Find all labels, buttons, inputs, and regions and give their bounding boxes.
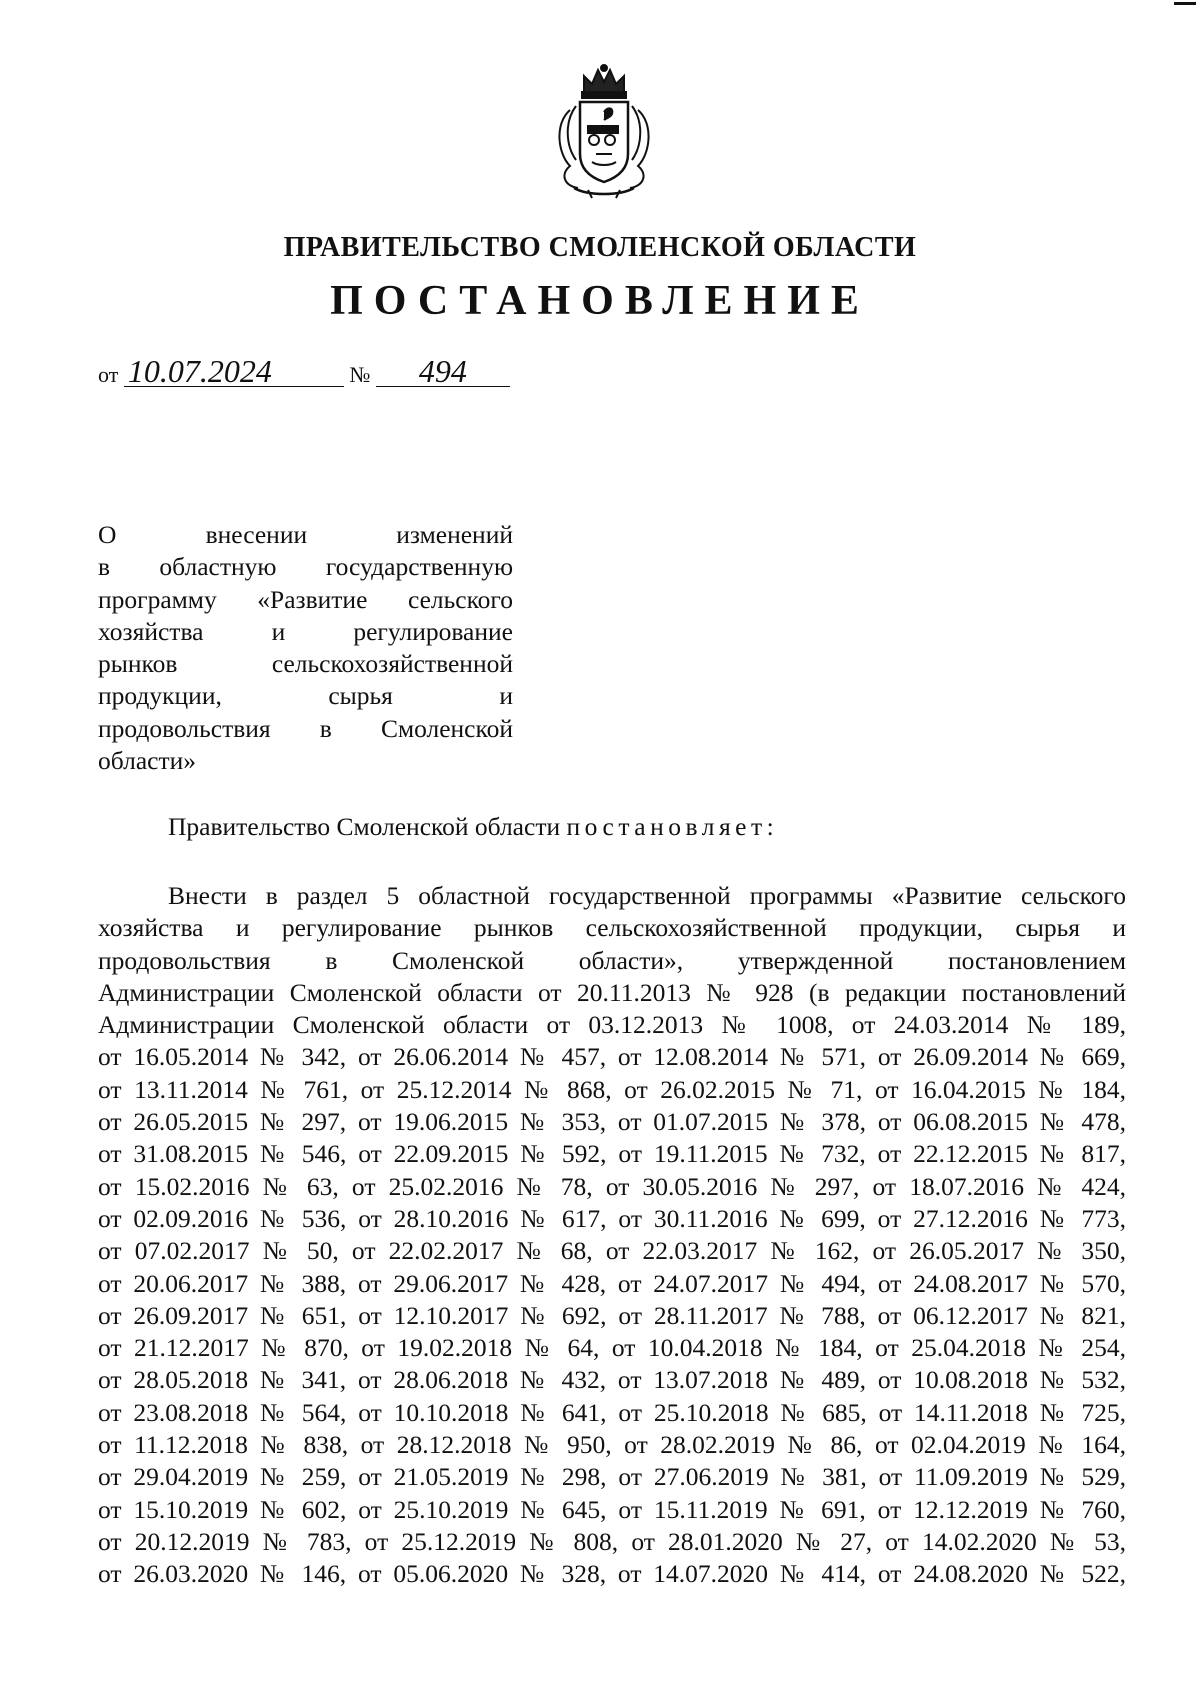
subject-line: продукции, сырья и (98, 681, 513, 711)
body-line: от 07.02.2017 № 50, от 22.02.2017 № 68, от 22.03.2017 № 162, от 26.05.2017 № 350, (98, 1236, 1126, 1266)
body-line: от 26.09.2017 № 651, от 12.10.2017 № 692, от 28.11.2017 № 788, от 06.12.2017 № 821, (98, 1300, 1126, 1330)
body-line: от 28.05.2018 № 341, от 28.06.2018 № 432, от 13.07.2018 № 489, от 10.08.2018 № 532, (98, 1365, 1126, 1395)
subject-line: продовольствия в Смоленской (98, 713, 513, 743)
subject-line: программу «Развитие сельского (98, 584, 513, 614)
organization-title: ПРАВИТЕЛЬСТВО СМОЛЕНСКОЙ ОБЛАСТИ (283, 232, 917, 263)
body-line: от 02.09.2016 № 536, от 28.10.2016 № 617, от 30.11.2016 № 699, от 27.12.2016 № 773, (98, 1203, 1126, 1233)
scan-artifact (1174, 2, 1196, 5)
date-prefix: от (98, 362, 119, 387)
body-line: Внести в раздел 5 областной государственной программы «Развитие сельского (168, 881, 1126, 910)
handwritten-date: 10.07.2024 (124, 356, 344, 387)
subject-line: рынков сельскохозяйственной (98, 649, 513, 679)
resolution-body (98, 880, 1126, 1591)
body-line: от 26.05.2015 № 297, от 19.06.2015 № 353, от 01.07.2015 № 378, от 06.08.2015 № 478, (98, 1107, 1126, 1137)
preamble-verb: постановляет: (566, 812, 779, 841)
body-line: от 13.11.2014 № 761, от 25.12.2014 № 868, от 26.02.2015 № 71, от 16.04.2015 № 184, (98, 1074, 1126, 1104)
subject-line: О внесении изменений (98, 520, 513, 549)
body-line: от 20.12.2019 № 783, от 25.12.2019 № 808, от 28.01.2020 № 27, от 14.02.2020 № 53, (98, 1526, 1126, 1556)
body-line: Администрации Смоленской области от 20.11.2013 № 928 (в редакции постановлений (98, 977, 1126, 1007)
body-line: от 15.02.2016 № 63, от 25.02.2016 № 78, от 30.05.2016 № 297, от 18.07.2016 № 424, (98, 1171, 1126, 1201)
subject-line: области» (98, 746, 196, 776)
body-line: от 21.12.2017 № 870, от 19.02.2018 № 64, от 10.04.2018 № 184, от 25.04.2018 № 254, (98, 1333, 1126, 1363)
body-line: от 15.10.2019 № 602, от 25.10.2019 № 645, от 15.11.2019 № 691, от 12.12.2019 № 760, (98, 1494, 1126, 1524)
body-line: от 31.08.2015 № 546, от 22.09.2015 № 592, от 19.11.2015 № 732, от 22.12.2015 № 817, (98, 1139, 1126, 1169)
coat-of-arms-emblem (548, 62, 660, 202)
body-line: от 20.06.2017 № 388, от 29.06.2017 № 428, от 24.07.2017 № 494, от 24.08.2017 № 570, (98, 1268, 1126, 1298)
preamble-subject: Правительство Смоленской области (168, 812, 561, 841)
handwritten-number: 494 (376, 356, 510, 387)
body-line: от 11.12.2018 № 838, от 28.12.2018 № 950, от 28.02.2019 № 86, от 02.04.2019 № 164, (98, 1430, 1126, 1460)
body-line: от 23.08.2018 № 564, от 10.10.2018 № 641, от 25.10.2018 № 685, от 14.11.2018 № 725, (98, 1397, 1126, 1427)
document-type-title: ПОСТАНОВЛЕНИЕ (330, 278, 870, 324)
body-line: хозяйства и регулирование рынков сельскохозяйственной продукции, сырья и (98, 913, 1126, 943)
number-sign: № (349, 362, 371, 387)
body-line: от 26.03.2020 № 146, от 05.06.2020 № 328, от 14.07.2020 № 414, от 24.08.2020 № 522, (98, 1559, 1126, 1589)
body-line: продовольствия в Смоленской области», утвержденной постановлением (98, 945, 1126, 975)
preamble (168, 812, 778, 842)
subject-line: хозяйства и регулирование (98, 616, 513, 646)
subject-line: в областную государственную (98, 552, 513, 582)
body-line: Администрации Смоленской области от 03.12.2013 № 1008, от 24.03.2014 № 189, (98, 1010, 1126, 1040)
document-subject (98, 519, 513, 777)
date-number-line (98, 353, 510, 389)
body-line: от 16.05.2014 № 342, от 26.06.2014 № 457, от 12.08.2014 № 571, от 26.09.2014 № 669, (98, 1042, 1126, 1072)
body-line: от 29.04.2019 № 259, от 21.05.2019 № 298, от 27.06.2019 № 381, от 11.09.2019 № 529, (98, 1462, 1126, 1492)
